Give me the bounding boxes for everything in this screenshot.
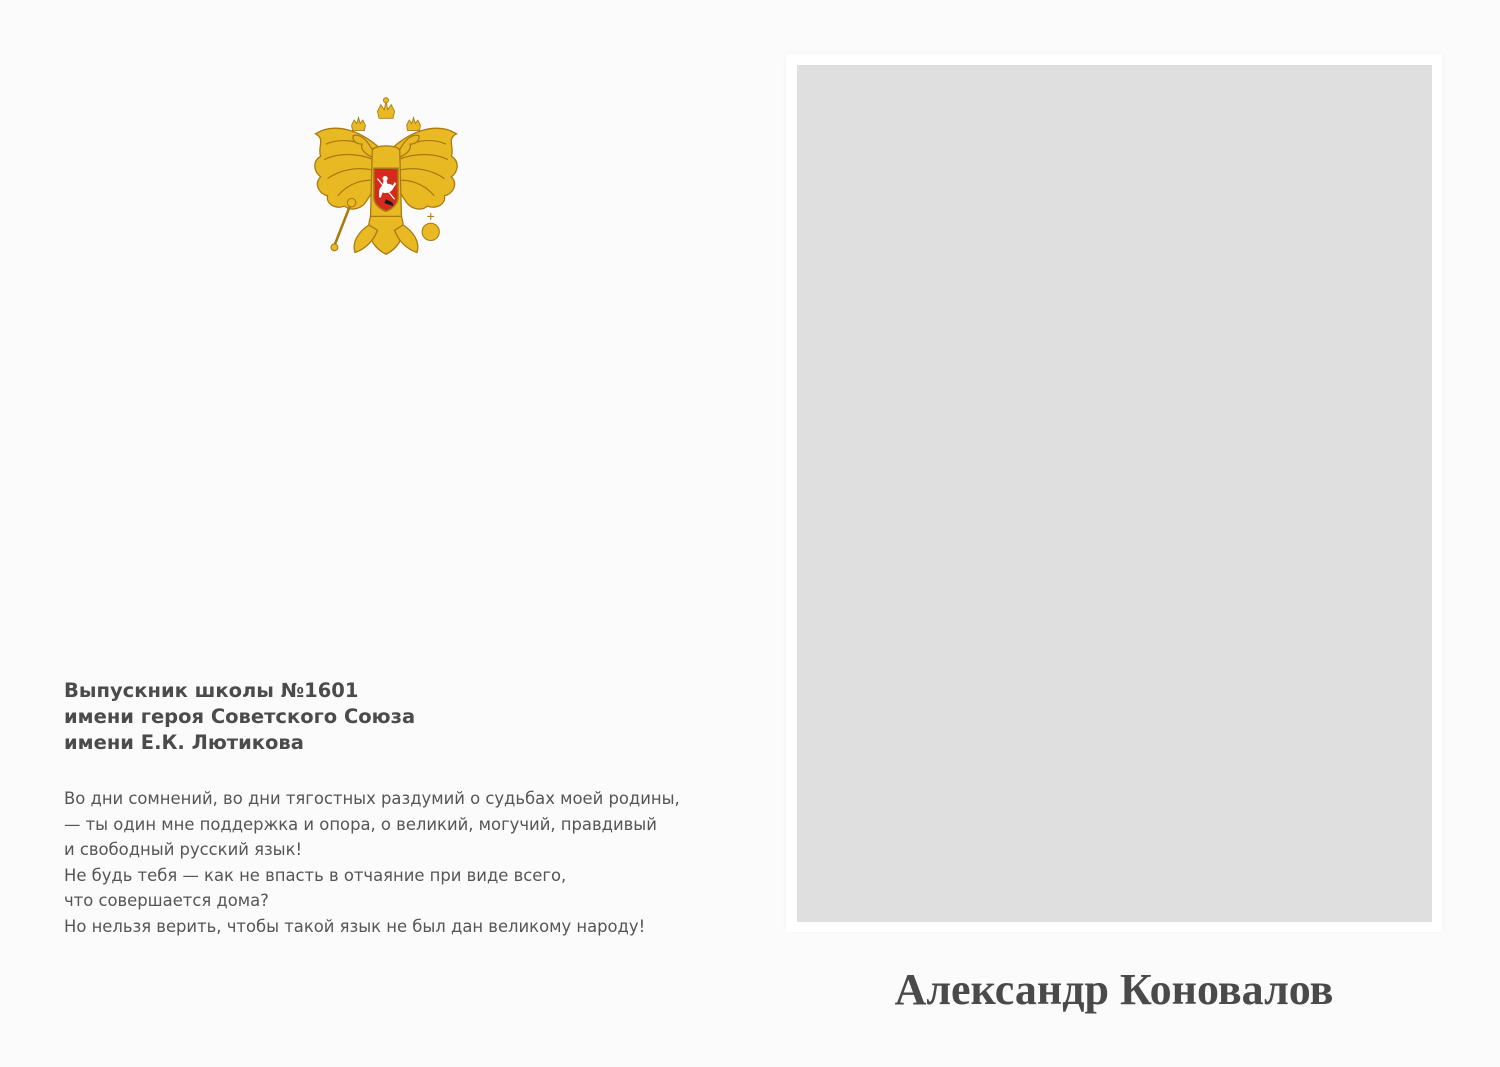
- poem-line: — ты один мне поддержка и опора, о великий, могучий, правдивый: [64, 814, 657, 834]
- photo-placeholder: [797, 65, 1432, 922]
- poem-line: Но нельзя верить, чтобы такой язык не был дан великому народу!: [64, 916, 646, 936]
- poem-line: что совершается дома?: [64, 891, 269, 910]
- poem-line: и свободный русский язык!: [64, 840, 303, 859]
- heading-line: Выпускник школы №1601: [64, 679, 359, 702]
- heading-line: имени Е.К. Лютикова: [64, 731, 304, 754]
- poem-line: Во дни сомнений, во дни тягостных раздумий о судьбах моей родины,: [64, 789, 680, 808]
- coat-of-arms-icon: [300, 96, 472, 268]
- photo-frame: [786, 54, 1442, 932]
- graduate-name: Александр Коновалов: [894, 965, 1334, 1014]
- poem-line: Не будь тебя — как не впасть в отчаяние при виде всего,: [64, 865, 567, 885]
- graduate-heading: [64, 678, 724, 756]
- heading-line: имени героя Советского Союза: [64, 705, 416, 728]
- poem-text: [64, 786, 744, 939]
